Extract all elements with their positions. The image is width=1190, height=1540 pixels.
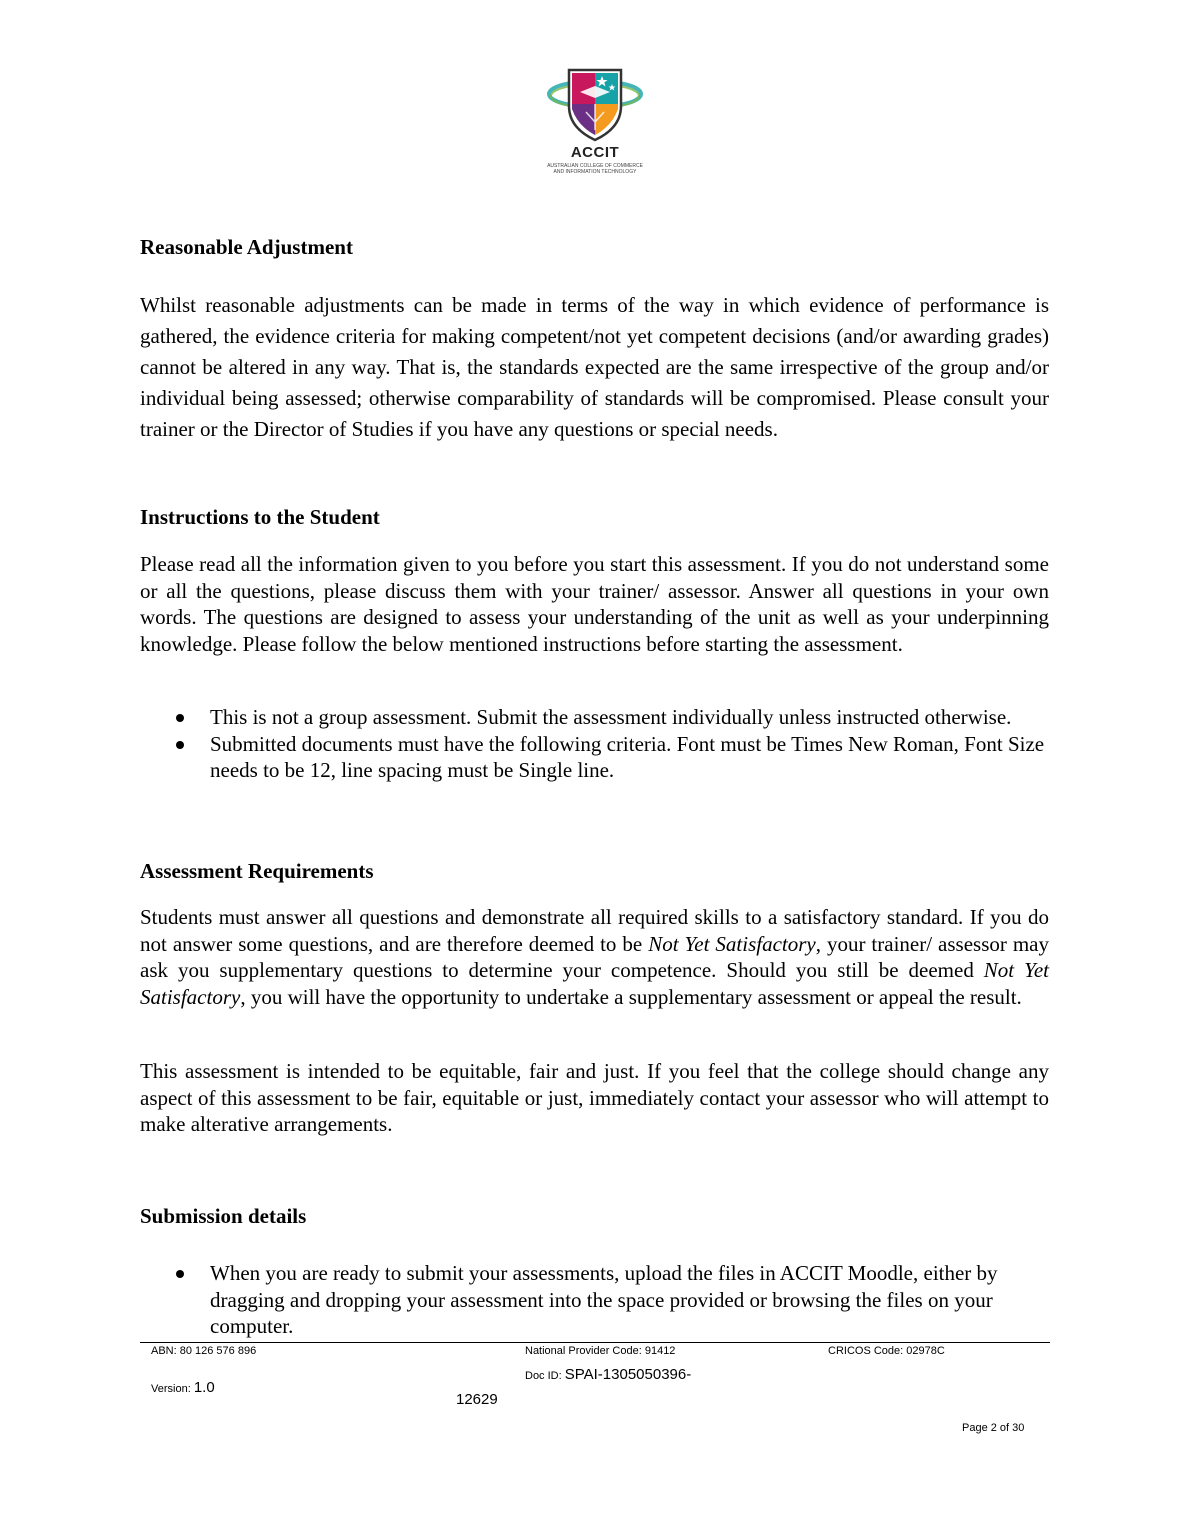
heading-submission-details: Submission details [140,1204,307,1228]
footer-page-number: Page 2 of 30 [962,1422,1025,1434]
footer-doc-id: Doc ID: SPAI-1305050396- [525,1366,692,1383]
accit-logo [540,64,650,180]
heading-instructions: Instructions to the Student [140,505,380,529]
list-item: This is not a group assessment. Submit the assessment individually unless instructed otherwise. [140,704,1049,731]
footer-cricos: CRICOS Code: 02978C [828,1345,945,1357]
emphasis-not-yet-satisfactory: Not Yet Satisfactory [140,958,1049,1010]
logo-subtitle-2: AND INFORMATION TECHNOLOGY [553,169,637,175]
bullet-icon [176,714,184,722]
paragraph-requirements-2: This assessment is intended to be equitable, fair and just. If you feel that the college should change any aspect of this assessment to be fair, equitable or just, immediately contact your assessor who will attempt to make alterative arrangements. [140,1059,1049,1137]
accit-crest-icon [540,64,650,144]
footer-provider-code: National Provider Code: 91412 [525,1345,676,1357]
list-item: When you are ready to submit your assessments, upload the files in ACCIT Moodle, either by dragging and dropping your assessment into the space provided or browsing the files on your computer. [140,1260,1049,1340]
paragraph-reasonable-adjustment: Whilst reasonable adjustments can be made in terms of the way in which evidence of performance is gathered, the evidence criteria for making competent/not yet competent decisions (and/or awarding grades) cannot be altered in any way. That is, the standards expected are the same irrespective of the group and/or individual being assessed; otherwise comparability of standards will be compromised. Please consult your trainer or the Director of Studies if you have any questions or special needs. [140,293,1049,441]
footer-doc-id-cont: 12629 [456,1391,498,1408]
heading-assessment-requirements: Assessment Requirements [140,859,374,883]
logo-subtitle-1: AUSTRALIAN COLLEGE OF COMMERCE [547,163,643,169]
heading-reasonable-adjustment: Reasonable Adjustment [140,235,353,259]
emphasis-not-yet-satisfactory: Not Yet Satisfactory [648,931,816,956]
submission-list [140,1260,1049,1340]
bullet-icon [176,741,184,749]
list-item: Submitted documents must have the following criteria. Font must be Times New Roman, Font Size needs to be 12, line spacing must be Single line. [140,731,1049,784]
footer-abn: ABN: 80 126 576 896 [151,1345,257,1357]
footer-version: Version: 1.0 [151,1379,215,1396]
bullet-icon [176,1270,184,1278]
footer-divider [140,1342,1050,1343]
paragraph-requirements-1: Students must answer all questions and demonstrate all required skills to a satisfactory standard. If you do not answer some questions, and are therefore deemed to be Not Yet Satisfactory, your trainer/ assessor may ask you supplementary questions to determine your competence. Should you still be deemed Not Yet Satisfactory, you will have the opportunity to undertake a supplementary assessment or appeal the result. [140,905,1050,1010]
logo-name: ACCIT [570,144,620,161]
paragraph-instructions: Please read all the information given to you before you start this assessment. If you do not understand some or all the questions, please discuss them with your trainer/ assessor. Answer all questions in your own words. The questions are designed to assess your understanding of the unit as well as your underpinning knowledge. Please follow the below mentioned instructions before starting the assessment. [140,552,1049,657]
instructions-list [140,704,1049,784]
